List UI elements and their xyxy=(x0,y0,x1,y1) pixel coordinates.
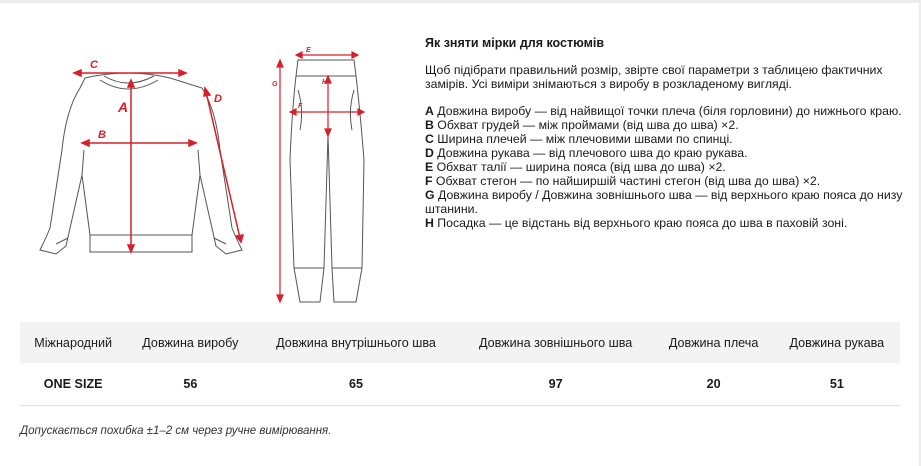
label-d: D xyxy=(214,93,222,105)
guide-intro: Щоб підібрати правильний розмір, звірте свої параметри з таблицею фактичних замірів. Усі виміри знімаються з виробу в розкладеному вигляді. xyxy=(425,63,883,91)
label-f: F xyxy=(298,103,303,110)
header-length: Довжина виробу xyxy=(126,322,254,363)
cell-outseam: 97 xyxy=(458,363,654,406)
pants-diagram xyxy=(268,40,408,310)
label-a: A xyxy=(118,99,129,115)
guide-item-a: A Довжина виробу — від найвищої точки плеча (біля горловини) до нижнього краю. xyxy=(425,104,902,118)
guide-item-b: B Обхват грудей — між проймами (від шва до шва) ×2. xyxy=(425,118,739,132)
tolerance-note: Допускається похибка ±1–2 см через ручне вимірювання. xyxy=(20,425,332,437)
guide-item-h: H Посадка — це відстань від верхнього краю пояса до шва в паховій зоні. xyxy=(425,216,848,230)
cell-size: ONE SIZE xyxy=(20,363,126,406)
size-table xyxy=(20,322,900,406)
label-h: H xyxy=(322,79,328,86)
measurement-guide xyxy=(425,36,905,230)
cell-inseam: 65 xyxy=(254,363,457,406)
label-c: C xyxy=(90,59,98,71)
header-outseam: Довжина зовнішнього шва xyxy=(458,322,654,363)
cell-shoulder: 20 xyxy=(654,363,774,406)
header-sleeve: Довжина рукава xyxy=(774,322,900,363)
cell-length: 56 xyxy=(126,363,254,406)
label-b: B xyxy=(98,129,106,141)
guide-item-g: G Довжина виробу / Довжина зовнішнього шва — від верхнього краю пояса до низу штанини. xyxy=(425,188,903,216)
guide-title: Як зняти мірки для костюмів xyxy=(425,36,605,50)
guide-item-f: F Обхват стегон — по найширшій частині стегон (від шва до шва) ×2. xyxy=(425,174,821,188)
table-header-row xyxy=(20,322,900,363)
header-international: Міжнародний xyxy=(20,322,126,363)
cell-sleeve: 51 xyxy=(774,363,900,406)
header-shoulder: Довжина плеча xyxy=(654,322,774,363)
label-e: E xyxy=(306,47,311,54)
guide-item-d: D Довжина рукава — від плечового шва до краю рукава. xyxy=(425,146,748,160)
label-g: G xyxy=(272,81,278,88)
header-inseam: Довжина внутрішнього шва xyxy=(254,322,457,363)
guide-item-e: E Обхват талії — ширина пояса (від шва до шва) ×2. xyxy=(425,160,726,174)
sweatshirt-diagram xyxy=(20,40,270,300)
top-divider xyxy=(0,0,921,3)
guide-item-c: C Ширина плечей — між плечовими швами по спинці. xyxy=(425,132,733,146)
table-row xyxy=(20,363,900,406)
